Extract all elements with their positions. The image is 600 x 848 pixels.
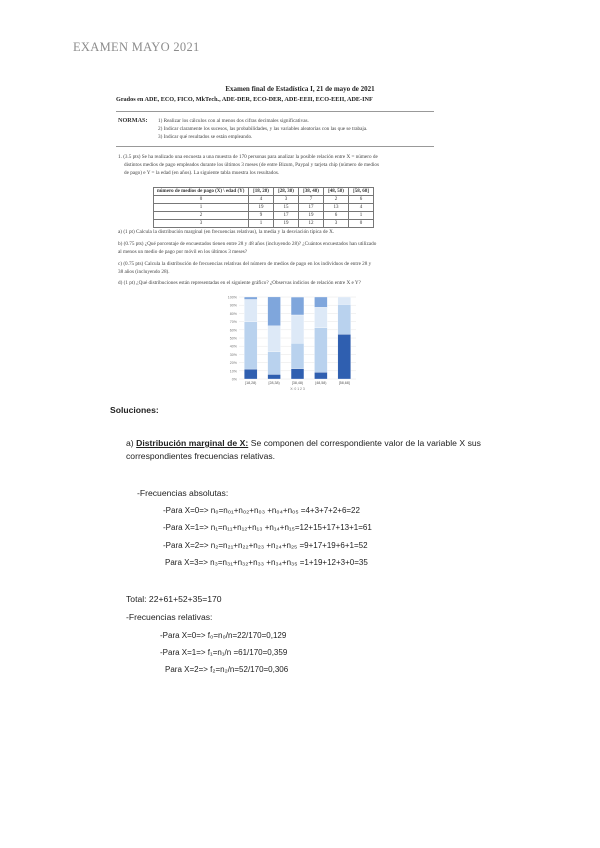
table-cell: 4 [349, 204, 374, 212]
table-cell: 2 [324, 196, 349, 204]
bar-segment-x-3 [314, 297, 327, 307]
bar-segment-x-0 [268, 374, 281, 379]
subquestion-c-cont: 38 años (incluyendo 28). [118, 269, 170, 275]
bar-segment-x-2 [268, 326, 281, 352]
subquestion-d: d) (1 pt) ¿Qué distribuciones están representadas en el siguiente gráfico? ¿Observas indicios de relación entre X e Y? [118, 280, 361, 286]
y-tick-label: 10% [229, 369, 237, 374]
table-row [154, 220, 374, 228]
table-cell: 1 [249, 220, 274, 228]
abs-freq-line: -Para X=1=> n₁=n₁₁+n₁₂+n₁₃ +n₁₄+n₁₅=12+15+17+13+1=61 [163, 523, 372, 532]
subquestion-c: c) (0.75 pts) Calcula la distribución de frecuencias relativas del número de medios de pago en los individuos de entre 28 y [118, 261, 372, 267]
table-cell: 12 [299, 220, 324, 228]
question-intro-line: distintos medios de pago empleados durante los últimos 3 meses (de entre Bizum, Paypal y tarjeta chip (número de medios [124, 162, 379, 168]
table-cell: 6 [349, 196, 374, 204]
table-corner-header: número de medios de pago (X) \ edad (Y) [154, 188, 249, 196]
abs-freq-line: -Para X=2=> n₂=n₂₁+n₂₂+n₂₃ +n₂₄+n₂₅ =9+17+19+6+1=52 [163, 541, 368, 550]
y-tick-label: 0% [231, 377, 237, 382]
y-tick-label: 50% [229, 336, 237, 341]
bar-segment-x-2 [291, 315, 304, 343]
solutions-title: Soluciones: [110, 405, 159, 415]
bar-segment-x-0 [244, 369, 257, 379]
exam-title: Examen final de Estadística I, 21 de mayo de 2021 [225, 85, 375, 93]
solution-a-text: Se componen del correspondiente valor de la variable X sus correspondientes frecuencias relativas. [126, 438, 481, 461]
table-row [154, 212, 374, 220]
abs-freq-line: Para X=3=> n₃=n₃₁+n₃₂+n₃₃ +n₃₄+n₃₅ =1+19+12+3+0=35 [165, 558, 368, 567]
divider-top [116, 111, 434, 112]
bar-segment-x-0 [338, 334, 351, 379]
subquestion-b: b) (0.75 pts) ¿Qué porcentaje de encuestados tienen entre 28 y 48 años (incluyendo 28)? ¿Cuántos encuestados han utilizado [118, 241, 377, 247]
total-line: Total: 22+61+52+35=170 [126, 594, 222, 604]
subquestion-b-cont: al menos un medio de pago por móvil en los últimos 3 meses? [118, 249, 248, 255]
table-row-label: 3 [154, 220, 249, 228]
x-tick-label: [28,38) [268, 381, 280, 385]
table-column-header: [58, 68] [349, 188, 374, 196]
question-intro-line: de pago) e Y = la edad (en años). La siguiente tabla muestra los resultados. [124, 170, 280, 176]
table-cell: 17 [274, 212, 299, 220]
solution-a-paragraph [126, 437, 481, 463]
x-tick-label: [38,48) [291, 381, 304, 385]
exam-degrees: Grados en ADE, ECO, FICO, MkTech., ADE-DER, ECO-DER, ADE-EEII, ECO-EEII, ADE-INF [116, 96, 373, 103]
bar-segment-x-1 [268, 352, 281, 375]
table-cell: 3 [274, 196, 299, 204]
y-tick-label: 40% [229, 344, 237, 349]
table-column-header: [38, 48) [299, 188, 324, 196]
chart-legend: X: 0 1 2 3 [290, 387, 305, 391]
bar-segment-x-1 [291, 343, 304, 368]
table-row [154, 196, 374, 204]
table-cell: 0 [349, 220, 374, 228]
table-cell: 15 [274, 204, 299, 212]
table-cell: 6 [324, 212, 349, 220]
table-cell: 19 [274, 220, 299, 228]
y-tick-label: 30% [229, 352, 237, 357]
question-intro-line: 1. (3.5 pts) Se ha realizado una encuesta a una muestra de 170 personas para analizar la posible relación entre X = número de [118, 154, 378, 160]
solution-a-label: a) [126, 438, 134, 448]
bar-segment-x-2 [338, 297, 351, 304]
rel-freq-line: -Para X=1=> f₁=n₁/n =61/170=0,359 [160, 648, 288, 657]
table-row-label: 1 [154, 204, 249, 212]
x-tick-label: [58,68] [338, 381, 350, 385]
table-cell: 9 [249, 212, 274, 220]
y-tick-label: 60% [229, 328, 237, 333]
rel-freq-line: Para X=2=> f₂=n₂/n=52/170=0,306 [165, 665, 289, 674]
table-cell: 3 [324, 220, 349, 228]
y-tick-label: 80% [229, 311, 237, 316]
bar-segment-x-3 [268, 297, 281, 326]
norma-line: 2) Indicar claramente los sucesos, las probabilidades, y las variables aleatorias con las que se trabaja. [158, 126, 368, 132]
rel-freq-title: -Frecuencias relativas: [126, 612, 213, 622]
abs-freq-line: -Para X=0=> n₀=n₀₁+n₀₂+n₀₃ +n₀₄+n₀₅ =4+3+7+2+6=22 [163, 506, 360, 515]
stacked-bar-chart [225, 293, 360, 393]
bar-segment-x-0 [314, 372, 327, 379]
norma-line: 3) Indicar qué resultados se están empleando. [158, 134, 253, 140]
table-cell: 7 [299, 196, 324, 204]
bar-segment-x-1 [338, 304, 351, 334]
table-cell: 1 [349, 212, 374, 220]
bar-segment-x-1 [314, 328, 327, 372]
table-cell: 13 [324, 204, 349, 212]
y-tick-label: 90% [229, 303, 237, 308]
norma-line: 1) Realizar los cálculos con al menos dos cifras decimales significativas. [158, 118, 309, 124]
y-tick-label: 20% [229, 361, 237, 366]
table-cell: 4 [249, 196, 274, 204]
y-tick-label: 100% [227, 295, 237, 300]
bar-segment-x-2 [314, 307, 327, 328]
table-row-label: 0 [154, 196, 249, 204]
divider-bottom [116, 146, 434, 147]
table-column-header: [18, 28) [249, 188, 274, 196]
table-cell: 17 [299, 204, 324, 212]
solution-a-heading: Distribución marginal de X: [136, 438, 249, 448]
bar-segment-x-3 [291, 297, 304, 315]
table-header-row [154, 188, 374, 196]
bar-segment-x-1 [244, 322, 257, 369]
bar-segment-x-0 [291, 369, 304, 379]
table-row-label: 2 [154, 212, 249, 220]
table-cell: 19 [249, 204, 274, 212]
subquestion-a: a) (1 pt) Calcula la distribución marginal (en frecuencias relativas), la media y la desviación típica de X. [118, 229, 335, 235]
bar-segment-x-3 [244, 297, 257, 299]
y-tick-label: 70% [229, 320, 237, 325]
x-tick-label: [48,58) [315, 381, 327, 385]
table-row [154, 204, 374, 212]
rel-freq-line: -Para X=0=> f₀=n₀/n=22/170=0,129 [160, 631, 287, 640]
x-tick-label: [18,28) [245, 381, 257, 385]
table-cell: 19 [299, 212, 324, 220]
page-header-title: EXAMEN MAYO 2021 [73, 40, 200, 54]
normas-label: NORMAS: [118, 117, 148, 124]
abs-freq-title: -Frecuencias absolutas: [137, 488, 229, 498]
table-column-header: [28, 38) [274, 188, 299, 196]
contingency-table [153, 187, 374, 228]
table-column-header: [48, 58) [324, 188, 349, 196]
bar-segment-x-2 [244, 299, 257, 321]
